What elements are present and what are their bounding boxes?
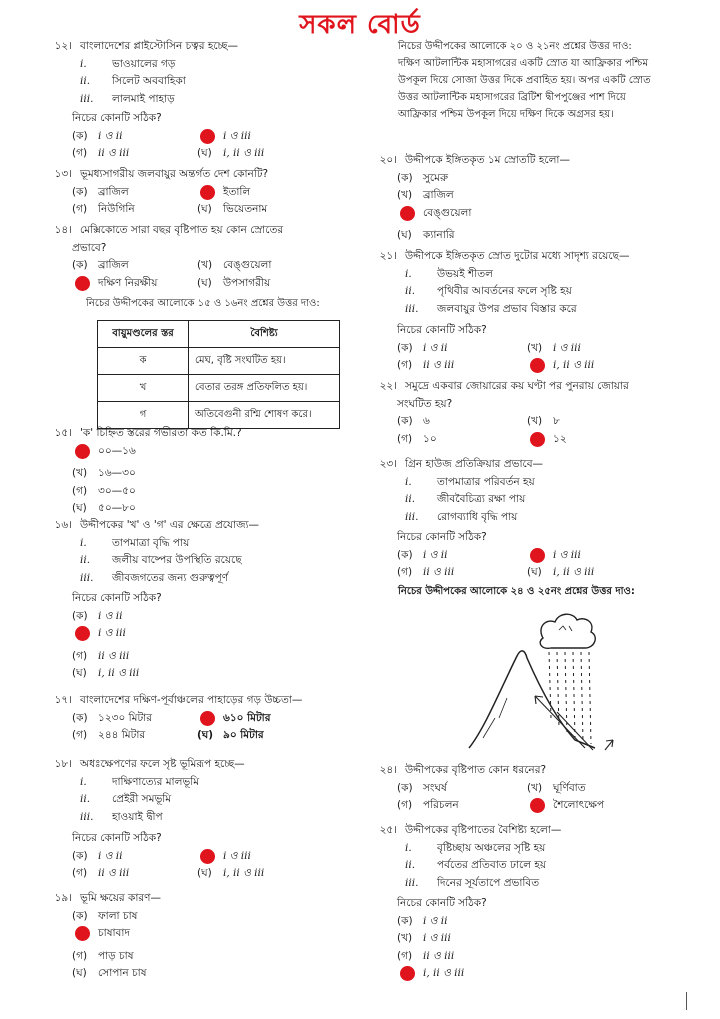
statement: জলবায়ুর উপর প্রভাব বিস্তার করে — [437, 302, 577, 315]
statement: সিলেট অববাহিকা — [112, 75, 186, 87]
option-c[interactable]: (গ) পাড় চাষ — [72, 949, 134, 962]
question-text: উদ্দীপকের 'খ' ও 'গ' এর ক্ষেত্রে প্রযোজ্য— — [80, 519, 260, 531]
rain-icon — [549, 652, 591, 744]
answer-marker — [200, 711, 215, 726]
statement: প্রেইরী সমভূমি — [112, 793, 172, 805]
question-20 — [355, 152, 685, 245]
option-d-answer[interactable]: i, ii ও iii — [527, 357, 657, 375]
option-c[interactable]: (গ) পরিচলন — [397, 799, 459, 811]
statement: পৃথিবীর আবর্তনের ফলে সৃষ্টি হয় — [437, 285, 572, 297]
question-number: ১৯। — [54, 892, 72, 904]
question-18: ১৮। অধঃক্ষেপণের ফলে সৃষ্ট ভূমিরূপ হচ্ছে— i. দাক্ষিণাত্যের মালভূমি ii. প্রেইরী সমভূমি iii. হাওয়াই দ্বীপ নিচের কোনটি সঠিক? (ক) i ও ii i ও iii (গ) ii ও iii (ঘ) i, ii ও iii — [30, 756, 350, 883]
answer-marker — [75, 926, 90, 941]
question-number: ১৭। — [54, 694, 72, 706]
question-number: ১৫। — [54, 427, 72, 439]
statement: তাপমাত্রার পরিবর্তন হয় — [437, 475, 535, 488]
answer-marker — [75, 444, 90, 459]
question-text: সমুদ্রে একবার জোয়ারের কয় ঘণ্টা পর পুনরায় জোয়ার — [405, 380, 629, 392]
table-cell: ক — [98, 348, 189, 375]
statement: রোগব্যাধি বৃদ্ধি পায় — [437, 510, 518, 523]
question-text: বাংলাদেশের দক্ষিণ-পূর্বাঞ্চলের পাহাড়ের গড় উচ্চতা— — [80, 694, 303, 706]
option-c[interactable]: (গ) ii ও iii — [72, 867, 130, 879]
question-prompt: নিচের কোনটি সঠিক? — [397, 324, 487, 336]
question-prompt: নিচের কোনটি সঠিক? — [397, 897, 487, 909]
question-prompt: নিচের কোনটি সঠিক? — [72, 832, 162, 844]
option-b[interactable]: (খ) ১৬—৩০ — [72, 467, 136, 480]
option-d[interactable]: (ঘ) i, ii ও iii — [197, 147, 265, 159]
question-25: ২৫। উদ্দীপকের বৃষ্টিপাতের বৈশিষ্ট্য হলো— i. বৃষ্টিচ্ছায় অঞ্চলের সৃষ্টি হয় ii. পর্বতের প্রতিবাত ঢালে হয় iii. দিনের সূর্যতাপে প্রভাবিত নিচের কোনটি সঠিক? (ক) i ও ii (খ) i ও iii (গ) ii ও iii i, ii ও iii — [355, 822, 685, 988]
wind-arrow-icon — [535, 696, 613, 750]
page-edge-mark — [686, 992, 687, 1010]
question-text-cont: প্রভাবে? — [72, 241, 107, 254]
table-cell: গ — [98, 402, 189, 429]
option-b[interactable]: (খ) ব্রাজিল — [397, 189, 454, 201]
answer-marker — [530, 548, 545, 563]
table-header: বৈশিষ্ট্য — [189, 321, 340, 348]
option-a[interactable]: (ক) ব্রাজিল — [72, 259, 129, 271]
question-number: ২২। — [379, 380, 397, 392]
answer-marker — [530, 358, 545, 373]
question-text: উদ্দীপকে ইঙ্গিতকৃত ১ম স্রোতটি হলো— — [405, 154, 570, 166]
question-text: 'ক' চিহ্নিত স্তরের গভীরতা কত কি.মি.? — [80, 427, 242, 439]
question-text: ভূমি ক্ষয়ের কারণ— — [80, 892, 162, 904]
question-13 — [30, 166, 350, 219]
statement: তাপমাত্রা বৃদ্ধি পায় — [112, 536, 190, 549]
option-c[interactable]: (গ) ২৪৪ মিটার — [72, 729, 146, 741]
option-d[interactable]: (ঘ) ক্যানারি — [397, 229, 455, 242]
option-a[interactable]: (ক) i ও ii — [72, 609, 123, 622]
question-15 — [30, 425, 350, 518]
option-b-answer[interactable]: ইতালি — [197, 184, 347, 202]
option-b[interactable]: (খ) বেঙ্গুয়েলা — [197, 259, 272, 271]
option-b[interactable]: (খ) i ও iii — [397, 932, 451, 944]
question-19 — [30, 890, 350, 983]
option-c-answer[interactable]: দক্ষিণ নিরক্ষীয় — [72, 275, 197, 293]
statement: জীবজগতের জন্য গুরুত্বপূর্ণ — [112, 571, 229, 584]
question-22 — [355, 378, 685, 448]
question-number: ২৫। — [379, 824, 397, 836]
question-text: অধঃক্ষেপণের ফলে সৃষ্ট ভূমিরূপ হচ্ছে— — [80, 758, 245, 770]
option-d-answer[interactable]: শৈলোৎক্ষেপ — [527, 797, 657, 815]
question-text: গ্রিন হাউজ প্রতিক্রিয়ার প্রভাবে— — [405, 458, 544, 470]
answer-marker — [200, 185, 215, 200]
option-b[interactable]: (খ) ৮ — [527, 415, 560, 427]
option-a-answer[interactable]: ০০—১৬ — [72, 443, 136, 461]
cloud-icon — [540, 614, 595, 648]
question-number: ১৬। — [54, 519, 72, 531]
option-d-answer[interactable]: ১২ — [527, 431, 657, 449]
option-a[interactable]: (ক) ১২৩০ মিটার — [72, 711, 153, 724]
option-b-answer[interactable]: i ও iii — [197, 848, 347, 866]
table-header: বায়ুমণ্ডলের স্তর — [98, 321, 189, 348]
question-number: ১২। — [54, 40, 72, 52]
option-c[interactable]: (গ) ii ও iii — [72, 147, 130, 159]
option-b-answer[interactable]: চাষাবাদ — [72, 925, 130, 943]
question-text: উদ্দীপকের বৃষ্টিপাতের বৈশিষ্ট্য হলো— — [405, 824, 562, 836]
statement: হাওয়াই দ্বীপ — [112, 810, 163, 823]
option-d[interactable]: (ঘ) ভিয়েতনাম — [197, 203, 268, 215]
option-c[interactable]: (গ) ৩০—৫০ — [72, 484, 136, 497]
question-number: ১৮। — [54, 758, 72, 770]
question-prompt: নিচের কোনটি সঠিক? — [72, 592, 162, 604]
question-17 — [30, 692, 360, 745]
option-d[interactable]: (ঘ) ৫০—৮০ — [72, 502, 136, 515]
question-number: ২৪। — [379, 764, 397, 776]
option-b[interactable]: (খ) i ও iii — [527, 341, 581, 354]
option-d[interactable]: (ঘ) i, ii ও iii — [197, 867, 265, 879]
option-c-answer[interactable]: বেঙ্গুয়েলা — [397, 205, 471, 223]
statement: দিনের সূর্যতাপে প্রভাবিত — [437, 876, 540, 889]
table-cell: মেঘ, বৃষ্টি সংঘটিত হয়। — [189, 348, 340, 375]
option-b-answer[interactable]: i ও iii — [527, 547, 657, 565]
answer-marker — [530, 432, 545, 447]
question-text: উদ্দীপকে ইঙ্গিতকৃত স্রোত দুটোর মধ্যে সাদৃশ্য রয়েছে— — [405, 250, 630, 262]
statement: দাক্ষিণাত্যের মালভূমি — [112, 775, 200, 788]
question-12 — [30, 38, 350, 163]
orographic-rainfall-figure — [465, 608, 625, 758]
option-a[interactable]: (ক) ৬ — [397, 415, 430, 427]
stimulus-passage: দক্ষিণ আটলান্টিক মহাসাগরের একটি স্রোত যা আফ্রিকার পশ্চিম উপকূল দিয়ে সোজা উত্তর দিকে প্রবাহিত হয়। অপর একটি স্রোত উত্তর আটলান্টিক মহাসাগরের ব্রিটিশ দ্বীপপুঞ্জের পাশ দিয়ে আফ্রিকার পশ্চিম উপকূল দিয়ে দক্ষিণ দিকে অগ্রসর হয়। — [398, 58, 651, 120]
question-21: ২১। উদ্দীপকে ইঙ্গিতকৃত স্রোত দুটোর মধ্যে সাদৃশ্য রয়েছে— i. উভয়ই শীতল ii. পৃথিবীর আবর্তনের ফলে সৃষ্টি হয় iii. জলবায়ুর উপর প্রভাব বিস্তার করে নিচের কোনটি সঠিক? (ক) i ও ii (খ) i ও iii (গ) ii ও iii i, ii ও iii — [355, 248, 685, 375]
stimulus-heading: নিচের উদ্দীপকের আলোকে ২৪ ও ২৫নং প্রশ্নের উত্তর দাও: — [398, 586, 635, 597]
mountain-icon — [469, 651, 595, 748]
option-c[interactable]: (গ) ii ও iii — [397, 359, 455, 371]
option-a[interactable]: (ক) ব্রাজিল — [72, 185, 129, 198]
question-number: ২০। — [379, 154, 397, 166]
question-text: ভূমধ্যসাগরীয় জলবায়ুর অন্তর্গত দেশ কোনটি? — [80, 168, 269, 180]
answer-marker — [200, 849, 215, 864]
table-cell: খ — [98, 375, 189, 402]
question-prompt: নিচের কোনটি সঠিক? — [397, 531, 487, 543]
statement: বৃষ্টিচ্ছায় অঞ্চলের সৃষ্টি হয় — [437, 841, 546, 854]
statement: উভয়ই শীতল — [437, 267, 493, 280]
answer-marker — [400, 206, 415, 221]
option-a[interactable]: (ক) i ও ii — [397, 914, 448, 927]
option-b[interactable]: (খ) ঘূর্ণিবাত — [527, 781, 586, 794]
question-23: ২৩। গ্রিন হাউজ প্রতিক্রিয়ার প্রভাবে— i. তাপমাত্রার পরিবর্তন হয় ii. জীববৈচিত্র্য রক্ষা পায় iii. রোগব্যাধি বৃদ্ধি পায় নিচের কোনটি সঠিক? (ক) i ও ii i ও iii (গ) ii ও iii (ঘ) i, ii ও iii — [355, 456, 685, 582]
statement: জলীয় বাষ্পের উপস্থিতি রয়েছে — [112, 554, 242, 566]
stmt-numeral: iii. — [80, 92, 94, 105]
option-c[interactable]: (গ) ii ও iii — [72, 649, 130, 662]
question-number: ১৩। — [54, 168, 72, 180]
option-d[interactable]: (ঘ) উপসাগরীয় — [197, 276, 271, 289]
option-d[interactable]: (ঘ) i, ii ও iii — [527, 566, 595, 578]
answer-marker — [400, 966, 415, 981]
answer-marker — [200, 129, 215, 144]
option-c[interactable]: (গ) নিউগিনি — [72, 203, 135, 215]
stmt-numeral: ii. — [80, 75, 91, 87]
option-d[interactable]: (ঘ) i, ii ও iii — [72, 667, 140, 680]
answer-marker — [530, 798, 545, 813]
option-c[interactable]: (গ) ii ও iii — [397, 949, 455, 962]
question-24 — [355, 762, 685, 815]
page-title: সকল বোর্ড — [299, 10, 421, 40]
option-a[interactable]: (ক) i ও ii — [397, 341, 448, 354]
option-d[interactable]: (ঘ) সোপান চাষ — [72, 967, 147, 980]
option-b-answer[interactable]: i ও iii — [72, 625, 126, 643]
statement: ভাওয়ালের গড় — [112, 57, 176, 70]
question-text: বাংলাদেশের প্লাইস্টোসিন চত্বর হচ্ছে— — [80, 40, 238, 52]
option-b-answer[interactable]: i ও iii — [197, 128, 347, 146]
option-a[interactable]: (ক) i ও ii — [72, 129, 123, 142]
question-number: ২৩। — [379, 458, 397, 470]
stmt-numeral: i. — [80, 57, 87, 70]
statement: জীববৈচিত্র্য রক্ষা পায় — [437, 493, 526, 505]
option-c[interactable]: (গ) ii ও iii — [397, 566, 455, 578]
question-text: মেক্সিকোতে সারা বছর বৃষ্টিপাত হয় কোন স্রোতের — [80, 224, 284, 236]
option-d[interactable]: (ঘ) ৯০ মিটার — [197, 729, 264, 741]
option-a[interactable]: (ক) ফালা চাষ — [72, 909, 138, 922]
question-text-cont: সংঘটিত হয়? — [397, 397, 453, 410]
question-number: ১৪। — [54, 224, 72, 236]
statement: পর্বতের প্রতিবাত ঢালে হয় — [437, 859, 547, 871]
option-a[interactable]: (ক) সুমেরু — [397, 171, 449, 184]
option-a[interactable]: (ক) i ও ii — [72, 849, 123, 862]
table-cell: অতিবেগুনী রশ্মি শোষণ করে। — [189, 402, 340, 429]
question-prompt: নিচের কোনটি সঠিক? — [72, 112, 162, 124]
answer-marker — [75, 626, 90, 641]
option-a[interactable]: (ক) সংঘর্ষ — [397, 781, 447, 794]
question-text: উদ্দীপকের বৃষ্টিপাত কোন ধরনের? — [405, 764, 547, 776]
question-16: ১৬। উদ্দীপকের 'খ' ও 'গ' এর ক্ষেত্রে প্রযোজ্য— i. তাপমাত্রা বৃদ্ধি পায় ii. জলীয় বাষ্পের উপস্থিতি রয়েছে iii. জীবজগতের জন্য গুরুত্বপূর্ণ নিচের কোনটি সঠিক? (ক) i ও ii i ও iii (গ) ii ও iii (ঘ) i, ii ও iii — [30, 517, 350, 683]
statement: লালমাই পাহাড় — [112, 92, 175, 105]
stimulus-heading: নিচের উদ্দীপকের আলোকে ২০ ও ২১নং প্রশ্নের উত্তর দাও: — [398, 41, 632, 52]
option-c[interactable]: (গ) ১০ — [397, 432, 437, 445]
table-cell: বেতার তরঙ্গ প্রতিফলিত হয়। — [189, 375, 340, 402]
option-b-answer[interactable]: ৬১০ মিটার — [197, 710, 347, 728]
question-14 — [30, 222, 350, 292]
question-number: ২১। — [379, 250, 397, 262]
atmosphere-table — [97, 320, 340, 429]
stimulus-heading: নিচের উদ্দীপকের আলোকে ১৫ ও ১৬নং প্রশ্নের উত্তর দাও: — [86, 298, 320, 309]
option-d-answer[interactable]: i, ii ও iii — [397, 965, 464, 983]
option-a[interactable]: (ক) i ও ii — [397, 548, 448, 561]
answer-marker — [75, 276, 90, 291]
